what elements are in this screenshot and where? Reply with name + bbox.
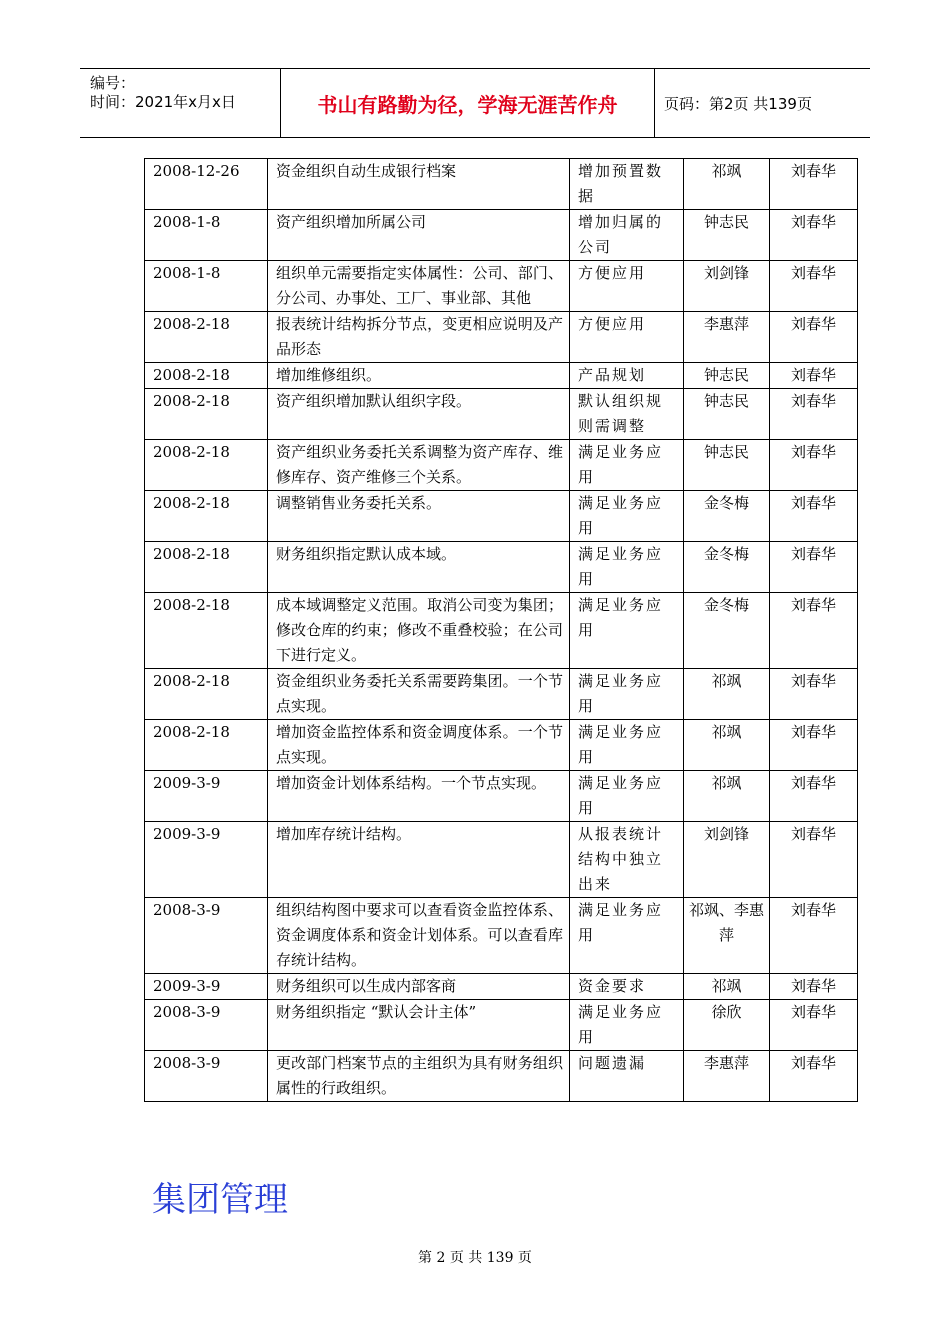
table-row — [145, 491, 858, 542]
approver-cell: 刘春华 — [770, 312, 858, 363]
description-cell: 报表统计结构拆分节点，变更相应说明及产品形态 — [268, 312, 570, 363]
person-cell: 刘剑锋 — [684, 261, 770, 312]
approver-cell: 刘春华 — [770, 1000, 858, 1051]
person-cell: 祁飒 — [684, 771, 770, 822]
date-cell: 2008-2-18 — [145, 720, 268, 771]
reason-cell: 方便应用 — [570, 312, 684, 363]
date-cell: 2008-3-9 — [145, 1051, 268, 1102]
reason-cell: 增加预置数据 — [570, 159, 684, 210]
person-cell: 祁飒 — [684, 669, 770, 720]
reason-cell: 满足业务应用 — [570, 440, 684, 491]
approver-cell: 刘春华 — [770, 720, 858, 771]
date-cell: 2008-12-26 — [145, 159, 268, 210]
description-cell: 增加库存统计结构。 — [268, 822, 570, 898]
table-row — [145, 822, 858, 898]
table-row — [145, 898, 858, 974]
description-cell: 财务组织指定默认成本域。 — [268, 542, 570, 593]
table-row — [145, 593, 858, 669]
description-cell: 调整销售业务委托关系。 — [268, 491, 570, 542]
reason-cell: 满足业务应用 — [570, 771, 684, 822]
date-cell: 2009-3-9 — [145, 974, 268, 1000]
date-cell: 2008-1-8 — [145, 261, 268, 312]
reason-cell: 满足业务应用 — [570, 491, 684, 542]
description-cell: 资产组织增加默认组织字段。 — [268, 389, 570, 440]
description-cell: 财务组织可以生成内部客商 — [268, 974, 570, 1000]
number-label: 编号： — [90, 74, 136, 92]
reason-cell: 产品规划 — [570, 363, 684, 389]
date-cell: 2009-3-9 — [145, 771, 268, 822]
date-cell: 2008-1-8 — [145, 210, 268, 261]
approver-cell: 刘春华 — [770, 898, 858, 974]
date-cell: 2008-2-18 — [145, 363, 268, 389]
person-cell: 金冬梅 — [684, 491, 770, 542]
table-row — [145, 720, 858, 771]
table-row — [145, 363, 858, 389]
reason-cell: 满足业务应用 — [570, 542, 684, 593]
person-cell: 祁飒、李惠萍 — [684, 898, 770, 974]
description-cell: 增加资金监控体系和资金调度体系。一个节点实现。 — [268, 720, 570, 771]
date-cell: 2008-2-18 — [145, 440, 268, 491]
approver-cell: 刘春华 — [770, 822, 858, 898]
approver-cell: 刘春华 — [770, 491, 858, 542]
person-cell: 祁飒 — [684, 720, 770, 771]
approver-cell: 刘春华 — [770, 210, 858, 261]
table-row — [145, 261, 858, 312]
table-row — [145, 771, 858, 822]
revision-table-body — [145, 159, 858, 1102]
person-cell: 李惠萍 — [684, 312, 770, 363]
table-row — [145, 974, 858, 1000]
reason-cell: 默认组织规则需调整 — [570, 389, 684, 440]
header-motto: 书山有路勤为径，学海无涯苦作舟 — [317, 92, 618, 117]
header-meta — [80, 69, 280, 137]
approver-cell: 刘春华 — [770, 440, 858, 491]
approver-cell: 刘春华 — [770, 542, 858, 593]
table-row — [145, 1051, 858, 1102]
person-cell: 李惠萍 — [684, 1051, 770, 1102]
section-title: 集团管理 — [152, 1180, 288, 1220]
reason-cell: 满足业务应用 — [570, 593, 684, 669]
table-row — [145, 1000, 858, 1051]
date-cell: 2008-2-18 — [145, 669, 268, 720]
date-cell: 2008-2-18 — [145, 491, 268, 542]
approver-cell: 刘春华 — [770, 363, 858, 389]
approver-cell: 刘春华 — [770, 1051, 858, 1102]
reason-cell: 方便应用 — [570, 261, 684, 312]
reason-cell: 满足业务应用 — [570, 720, 684, 771]
description-cell: 财务组织指定 “默认会计主体” — [268, 1000, 570, 1051]
description-cell: 资产组织业务委托关系调整为资产库存、维修库存、资产维修三个关系。 — [268, 440, 570, 491]
date-cell: 2008-2-18 — [145, 312, 268, 363]
date-cell: 2008-3-9 — [145, 1000, 268, 1051]
header-page-info: 页码：第2页 共139页 — [664, 95, 812, 113]
page-footer: 第 2 页 共 139 页 — [418, 1250, 532, 1266]
person-cell: 徐欣 — [684, 1000, 770, 1051]
date-cell: 2008-2-18 — [145, 593, 268, 669]
person-cell: 金冬梅 — [684, 542, 770, 593]
date-cell: 2008-3-9 — [145, 898, 268, 974]
approver-cell: 刘春华 — [770, 159, 858, 210]
table-row — [145, 542, 858, 593]
reason-cell: 满足业务应用 — [570, 1000, 684, 1051]
date-cell: 2008-2-18 — [145, 542, 268, 593]
table-row — [145, 159, 858, 210]
reason-cell: 满足业务应用 — [570, 898, 684, 974]
date-cell: 2008-2-18 — [145, 389, 268, 440]
person-cell: 刘剑锋 — [684, 822, 770, 898]
reason-cell: 增加归属的公司 — [570, 210, 684, 261]
header-divider — [654, 69, 655, 137]
approver-cell: 刘春华 — [770, 771, 858, 822]
revision-table — [144, 158, 858, 1102]
table-row — [145, 210, 858, 261]
time-label: 时间：2021年x月x日 — [90, 93, 236, 111]
date-cell: 2009-3-9 — [145, 822, 268, 898]
table-row — [145, 312, 858, 363]
approver-cell: 刘春华 — [770, 261, 858, 312]
table-row — [145, 669, 858, 720]
person-cell: 金冬梅 — [684, 593, 770, 669]
description-cell: 成本域调整定义范围。取消公司变为集团；修改仓库的约束；修改不重叠校验；在公司下进行定义。 — [268, 593, 570, 669]
reason-cell: 问题遗漏 — [570, 1051, 684, 1102]
person-cell: 钟志民 — [684, 363, 770, 389]
approver-cell: 刘春华 — [770, 593, 858, 669]
person-cell: 钟志民 — [684, 389, 770, 440]
person-cell: 钟志民 — [684, 440, 770, 491]
table-row — [145, 440, 858, 491]
reason-cell: 从报表统计结构中独立出来 — [570, 822, 684, 898]
person-cell: 祁飒 — [684, 974, 770, 1000]
person-cell: 祁飒 — [684, 159, 770, 210]
description-cell: 增加资金计划体系结构。一个节点实现。 — [268, 771, 570, 822]
description-cell: 更改部门档案节点的主组织为具有财务组织属性的行政组织。 — [268, 1051, 570, 1102]
approver-cell: 刘春华 — [770, 669, 858, 720]
approver-cell: 刘春华 — [770, 389, 858, 440]
person-cell: 钟志民 — [684, 210, 770, 261]
reason-cell: 资金要求 — [570, 974, 684, 1000]
description-cell: 增加维修组织。 — [268, 363, 570, 389]
description-cell: 组织结构图中要求可以查看资金监控体系、资金调度体系和资金计划体系。可以查看库存统计结构。 — [268, 898, 570, 974]
reason-cell: 满足业务应用 — [570, 669, 684, 720]
approver-cell: 刘春华 — [770, 974, 858, 1000]
description-cell: 资产组织增加所属公司 — [268, 210, 570, 261]
page-header — [80, 68, 870, 138]
description-cell: 组织单元需要指定实体属性：公司、部门、分公司、办事处、工厂、事业部、其他 — [268, 261, 570, 312]
description-cell: 资金组织自动生成银行档案 — [268, 159, 570, 210]
description-cell: 资金组织业务委托关系需要跨集团。一个节点实现。 — [268, 669, 570, 720]
table-row — [145, 389, 858, 440]
